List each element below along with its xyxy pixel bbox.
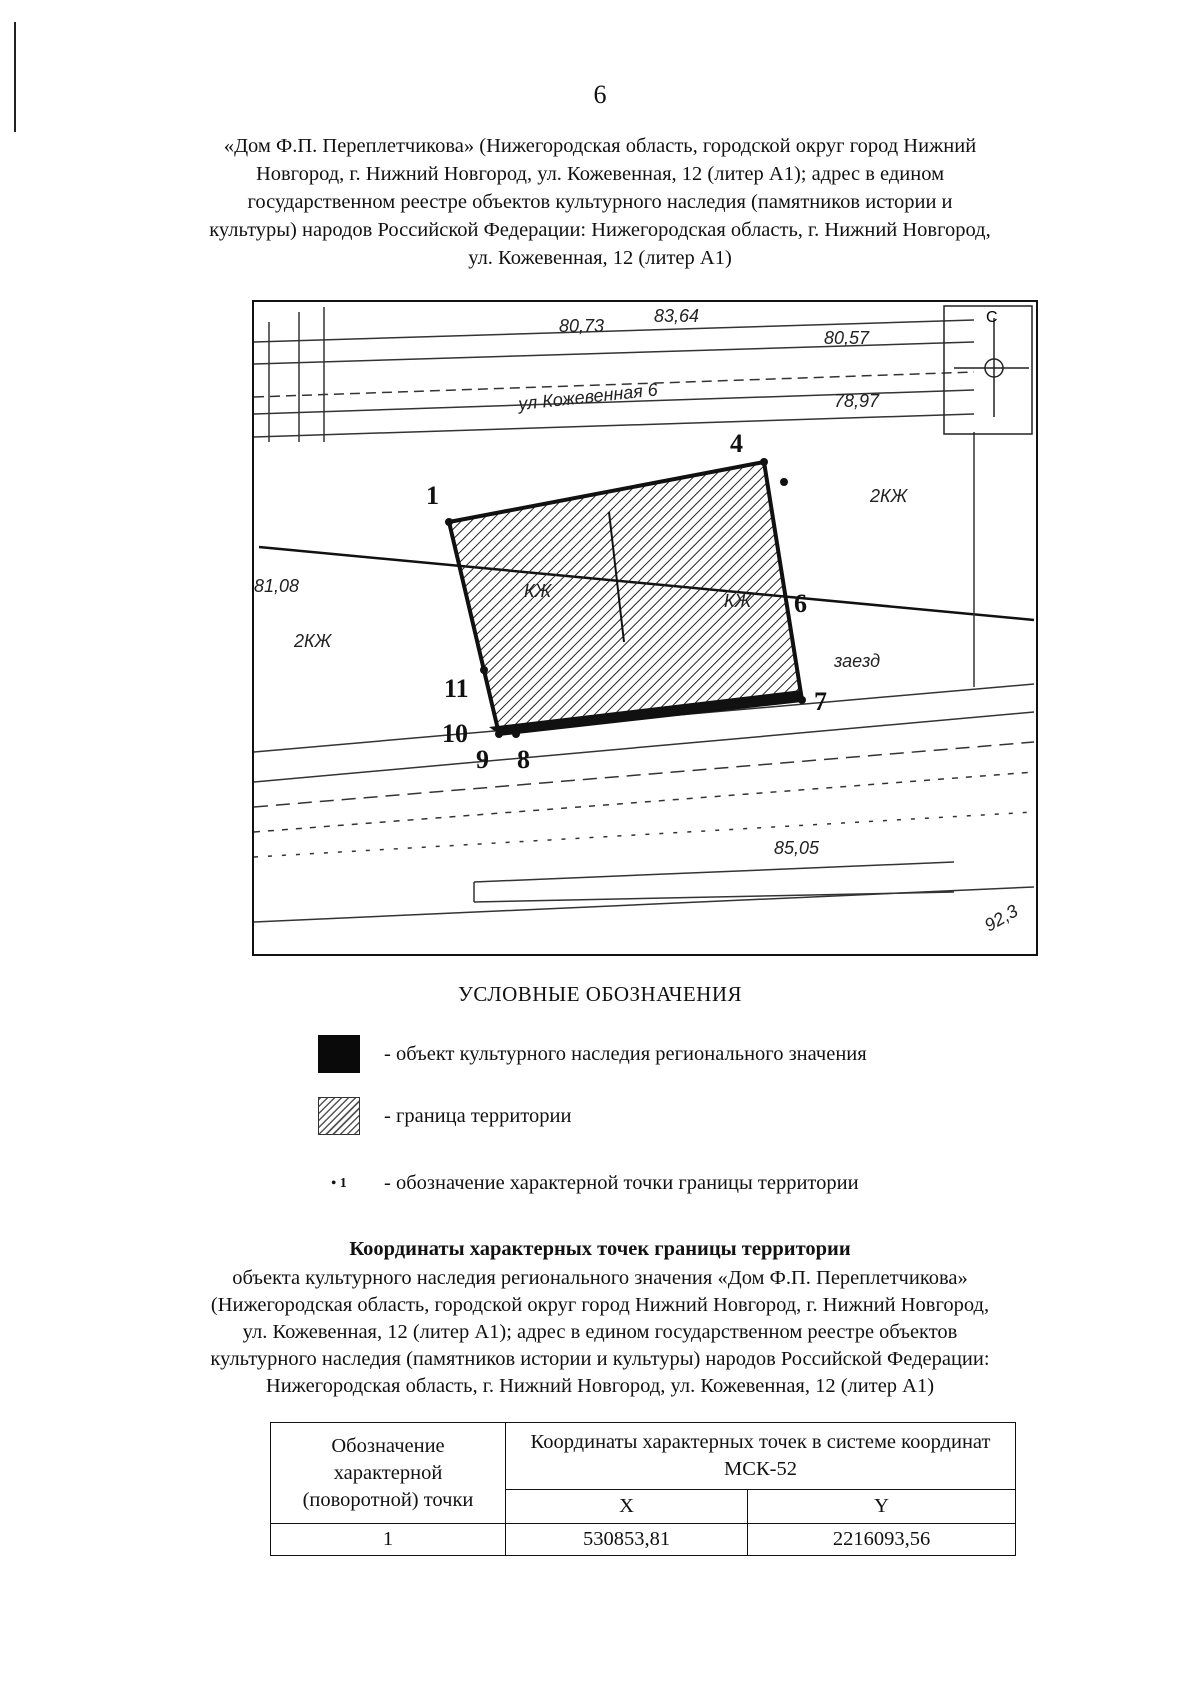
elevation-label: 80,57 xyxy=(824,328,870,348)
coordinates-description xyxy=(150,1265,1050,1400)
document-title xyxy=(160,132,1040,272)
hatched-square-icon xyxy=(318,1097,360,1135)
black-square-icon xyxy=(318,1035,360,1073)
legend-item-text: - обозначение характерной точки границы территории xyxy=(384,1172,859,1194)
header-point-designation: Обозначение характерной (поворотной) точки xyxy=(271,1423,506,1524)
description-line: ул. Кожевенная, 12 (литер А1); адрес в едином государственном реестре объектов xyxy=(242,1321,958,1343)
driveway-label: заезд xyxy=(834,651,881,671)
description-line: Нижегородская область, г. Нижний Новгород, ул. Кожевенная, 12 (литер А1) xyxy=(265,1375,935,1397)
building-code-label: КЖ xyxy=(724,591,752,611)
coordinates-title: Координаты характерных точек границы территории xyxy=(349,1238,851,1260)
elevation-label: 81,08 xyxy=(254,576,300,596)
cell-y: 2216093,56 xyxy=(748,1524,1016,1556)
point-label-7: 7 xyxy=(814,687,827,716)
title-line: ул. Кожевенная, 12 (литер А1) xyxy=(468,247,732,269)
header-x: X xyxy=(506,1490,748,1524)
page-number: 6 xyxy=(593,80,607,109)
title-line: культуры) народов Российской Федерации: Нижегородская область, г. Нижний Новгород, xyxy=(209,219,991,241)
building-code-label: 2КЖ xyxy=(294,631,332,651)
compass-north-label: С xyxy=(986,309,998,326)
scan-edge-line xyxy=(14,22,16,132)
table-row xyxy=(271,1524,1016,1556)
point-label-8: 8 xyxy=(517,745,530,774)
coordinates-table xyxy=(270,1422,1016,1556)
building-code-label: КЖ xyxy=(524,581,552,601)
legend-title: УСЛОВНЫЕ ОБОЗНАЧЕНИЯ xyxy=(457,982,743,1006)
cell-x: 530853,81 xyxy=(506,1524,748,1556)
cell-point: 1 xyxy=(271,1524,506,1556)
map-drawing xyxy=(254,302,1036,954)
point-marker-icon: • 1 xyxy=(331,1175,347,1191)
elevation-label: 92,3 xyxy=(981,900,1022,936)
point-label-1: 1 xyxy=(426,481,439,510)
elevation-label: 78,97 xyxy=(834,391,880,411)
title-line: «Дом Ф.П. Переплетчикова» (Нижегородская область, городской округ город Нижний xyxy=(223,135,977,157)
description-line: объекта культурного наследия регионального значения «Дом Ф.П. Переплетчикова» xyxy=(232,1267,968,1289)
description-line: (Нижегородская область, городской округ город Нижний Новгород, г. Нижний Новгород, xyxy=(210,1294,990,1316)
header-y: Y xyxy=(748,1490,1016,1524)
title-line: Новгород, г. Нижний Новгород, ул. Кожевенная, 12 (литер А1); адрес в едином xyxy=(255,163,945,185)
street-name-label: ул Кожевенная 6 xyxy=(517,379,659,414)
legend-item-text: - граница территории xyxy=(384,1104,572,1127)
legend-item-heritage-object xyxy=(318,1035,867,1073)
point-label-6: 6 xyxy=(794,589,807,618)
title-line: государственном реестре объектов культурного наследия (памятников истории и xyxy=(247,191,953,213)
description-line: культурного наследия (памятников истории и культуры) народов Российской Федерации: xyxy=(210,1348,990,1370)
elevation-label: 83,64 xyxy=(654,306,700,326)
point-label-4: 4 xyxy=(730,429,743,458)
legend-item-boundary-point xyxy=(318,1172,859,1195)
legend-item-text: - объект культурного наследия регионального значения xyxy=(384,1042,867,1065)
elevation-label: 80,73 xyxy=(559,316,605,336)
header-coordinates: Координаты характерных точек в системе координат МСК-52 xyxy=(506,1423,1016,1490)
point-label-10: 10 xyxy=(442,719,468,748)
point-label-9: 9 xyxy=(476,745,489,774)
elevation-label: 85,05 xyxy=(774,838,820,858)
point-label-11: 11 xyxy=(444,674,469,703)
building-code-label: 2КЖ xyxy=(870,486,908,506)
cadastral-map xyxy=(252,300,1038,956)
legend-item-territory-boundary xyxy=(318,1097,572,1135)
